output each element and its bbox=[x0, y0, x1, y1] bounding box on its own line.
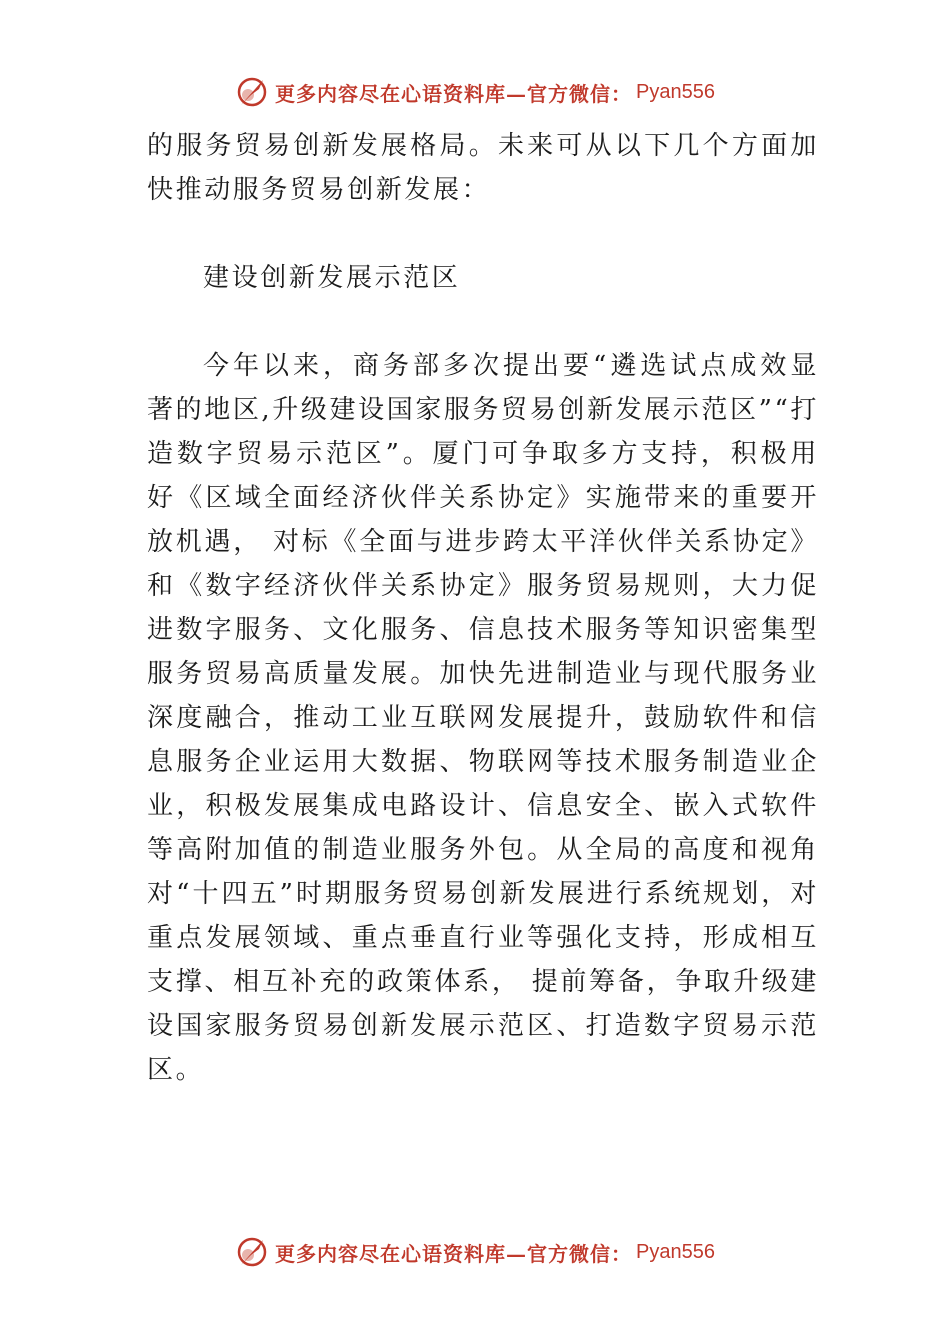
section-heading: 建设创新发展示范区 bbox=[203, 263, 461, 293]
watermark-wechat-id: Pyan556 bbox=[636, 1240, 715, 1263]
watermark-text: 更多内容尽在心语资料库—官方微信： bbox=[275, 81, 633, 106]
footer-watermark bbox=[0, 1232, 950, 1272]
quill-logo-icon bbox=[235, 1235, 269, 1269]
watermark-text: 更多内容尽在心语资料库—官方微信： bbox=[275, 1241, 633, 1266]
quill-logo-icon bbox=[235, 75, 269, 109]
paragraph-continuation: 的服务贸易创新发展格局。未来可从以下几个方面加快推动服务贸易创新发展： bbox=[147, 131, 819, 205]
document-body bbox=[147, 124, 819, 1092]
watermark-wechat-id: Pyan556 bbox=[636, 80, 715, 103]
paragraph-main: 今年以来，商务部多次提出要“遴选试点成效显著的地区,升级建设国家服务贸易创新发展示范区”“打造数字贸易示范区”。厦门可争取多方支持，积极用好《区域全面经济伙伴关系协定》实施带来的重要开放机遇， 对标《全面与进步跨太平洋伙伴关系协定》和《数字经济伙伴关系协定》服务贸易规则，大力促进数字服务、文化服务、信息技术服务等知识密集型服务贸易高质量发展。加快先进制造业与现代服务业深度融合，推动工业互联网发展提升，鼓励软件和信息服务企业运用大数据、物联网等技术服务制造业企业，积极发展集成电路设计、信息安全、嵌入式软件等高附加值的制造业服务外包。从全局的高度和视角对“十四五”时期服务贸易创新发展进行系统规划，对重点发展领域、重点垂直行业等强化支持，形成相互支撑、相互补充的政策体系， 提前筹备，争取升级建设国家服务贸易创新发展示范区、打造数字贸易示范区。 bbox=[147, 351, 819, 1085]
header-watermark bbox=[0, 72, 950, 112]
